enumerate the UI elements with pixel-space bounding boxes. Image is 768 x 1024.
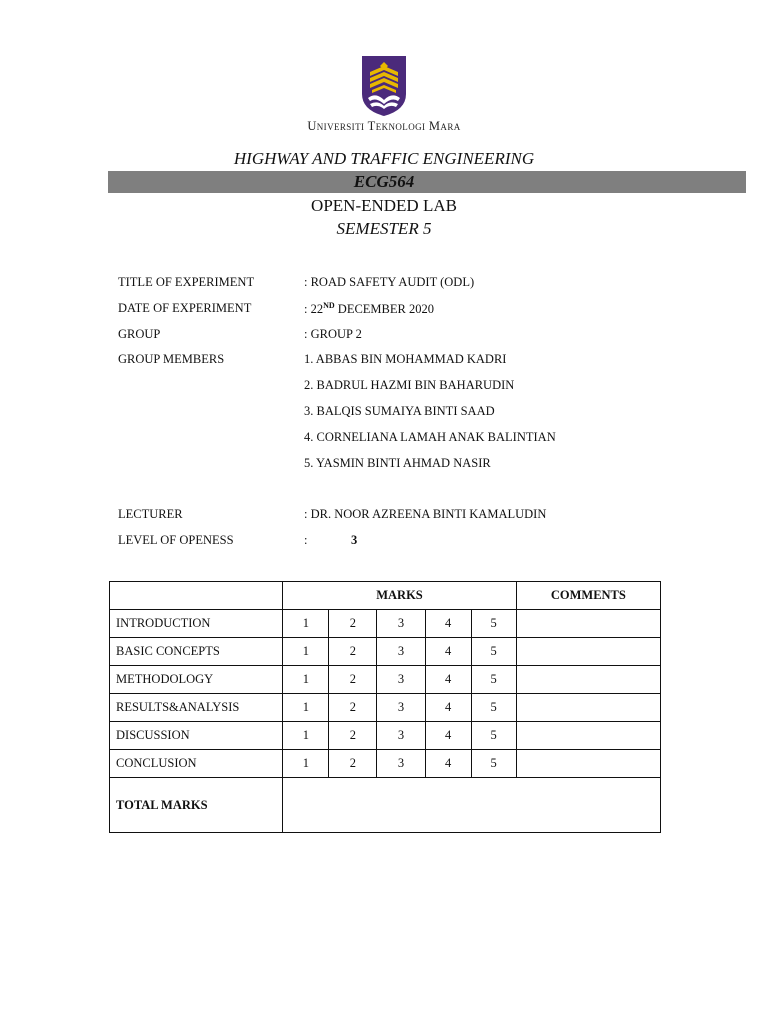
score-1: 1 <box>283 610 329 638</box>
comment-cell <box>516 694 660 722</box>
category-cell: METHODOLOGY <box>110 666 283 694</box>
lab-title: OPEN-ENDED LAB <box>311 196 457 215</box>
semester-title: SEMESTER 5 <box>336 219 432 238</box>
comment-cell <box>516 638 660 666</box>
score-5: 5 <box>471 638 516 666</box>
lecturer-label: LECTURER <box>118 507 183 521</box>
score-5: 5 <box>471 666 516 694</box>
category-cell: DISCUSSION <box>110 722 283 750</box>
score-2: 2 <box>329 722 377 750</box>
title-value: : ROAD SAFETY AUDIT (ODL) <box>304 275 475 289</box>
date-value <box>304 301 434 317</box>
university-logo <box>292 48 476 138</box>
score-2: 2 <box>329 610 377 638</box>
score-4: 4 <box>425 694 471 722</box>
openess-label: LEVEL OF OPENESS <box>118 533 234 547</box>
table-row <box>110 638 661 666</box>
score-3: 3 <box>377 638 425 666</box>
member-item: 3. BALQIS SUMAIYA BINTI SAAD <box>304 404 495 418</box>
score-5: 5 <box>471 610 516 638</box>
empty-header-cell <box>110 582 283 610</box>
member-item: 5. YASMIN BINTI AHMAD NASIR <box>304 456 491 470</box>
score-3: 3 <box>377 694 425 722</box>
member-item: 1. ABBAS BIN MOHAMMAD KADRI <box>304 352 507 366</box>
score-2: 2 <box>329 694 377 722</box>
table-row <box>110 722 661 750</box>
marks-header: MARKS <box>283 582 516 610</box>
comments-header: COMMENTS <box>516 582 660 610</box>
score-4: 4 <box>425 666 471 694</box>
course-code: ECG564 <box>353 172 415 191</box>
group-label: GROUP <box>118 327 161 341</box>
score-4: 4 <box>425 638 471 666</box>
score-4: 4 <box>425 610 471 638</box>
title-label: TITLE OF EXPERIMENT <box>118 275 255 289</box>
course-title: HIGHWAY AND TRAFFIC ENGINEERING <box>233 149 535 168</box>
comment-cell <box>516 750 660 778</box>
category-cell: RESULTS&ANALYSIS <box>110 694 283 722</box>
total-row <box>110 778 661 833</box>
score-2: 2 <box>329 666 377 694</box>
score-1: 1 <box>283 638 329 666</box>
score-4: 4 <box>425 750 471 778</box>
category-cell: CONCLUSION <box>110 750 283 778</box>
marks-table <box>109 581 661 833</box>
category-cell: BASIC CONCEPTS <box>110 638 283 666</box>
score-4: 4 <box>425 722 471 750</box>
total-marks-label: TOTAL MARKS <box>110 778 283 833</box>
comment-cell <box>516 666 660 694</box>
score-1: 1 <box>283 694 329 722</box>
score-3: 3 <box>377 610 425 638</box>
date-suffix: DECEMBER 2020 <box>334 302 434 317</box>
total-marks-cell <box>283 778 661 833</box>
category-cell: INTRODUCTION <box>110 610 283 638</box>
score-3: 3 <box>377 666 425 694</box>
table-header-row <box>110 582 661 610</box>
date-superscript: ND <box>323 301 335 310</box>
comment-cell <box>516 610 660 638</box>
score-3: 3 <box>377 722 425 750</box>
score-2: 2 <box>329 638 377 666</box>
group-value: : GROUP 2 <box>304 327 362 341</box>
table-row <box>110 694 661 722</box>
comment-cell <box>516 722 660 750</box>
date-label: DATE OF EXPERIMENT <box>118 301 252 315</box>
date-prefix: : 22 <box>304 302 324 317</box>
member-item: 2. BADRUL HAZMI BIN BAHARUDIN <box>304 378 515 392</box>
university-name: Universiti Teknologi Mara <box>307 119 461 133</box>
score-5: 5 <box>471 750 516 778</box>
lecturer-value: : DR. NOOR AZREENA BINTI KAMALUDIN <box>304 507 547 521</box>
score-5: 5 <box>471 722 516 750</box>
member-item: 4. CORNELIANA LAMAH ANAK BALINTIAN <box>304 430 556 444</box>
members-label: GROUP MEMBERS <box>118 352 225 366</box>
uitm-crest-icon <box>360 54 408 118</box>
score-1: 1 <box>283 666 329 694</box>
score-1: 1 <box>283 722 329 750</box>
openess-value: 3 <box>351 533 358 547</box>
score-2: 2 <box>329 750 377 778</box>
score-5: 5 <box>471 694 516 722</box>
table-row <box>110 610 661 638</box>
score-1: 1 <box>283 750 329 778</box>
table-row <box>110 750 661 778</box>
openess-colon: : <box>304 533 308 547</box>
score-3: 3 <box>377 750 425 778</box>
table-row <box>110 666 661 694</box>
